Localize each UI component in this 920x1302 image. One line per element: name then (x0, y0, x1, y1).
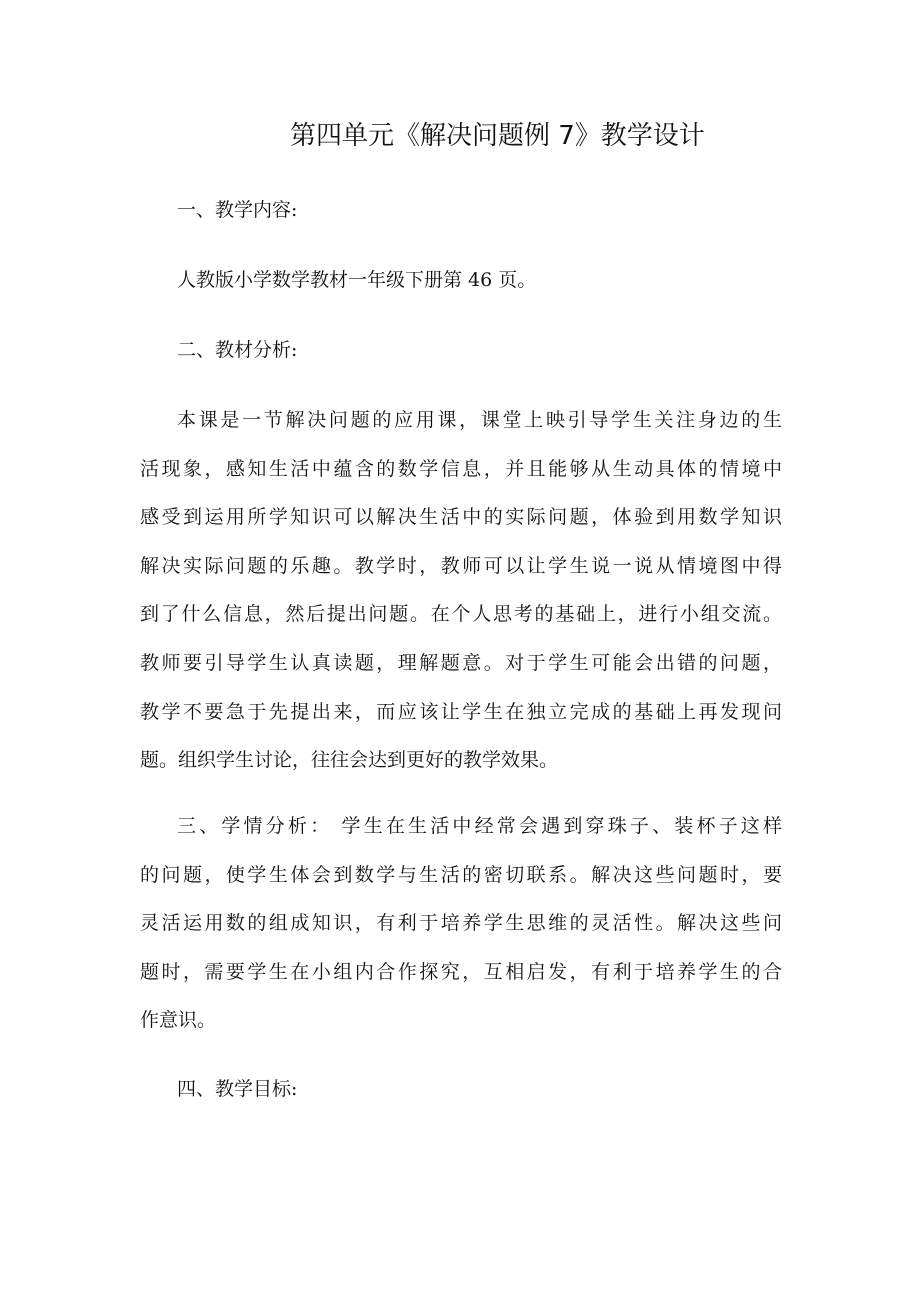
paragraph-line: 三、学情分析： 学生在生活中经常会遇到穿珠子、装杯子这样 (177, 815, 782, 837)
paragraph-line: 感受到运用所学知识可以解决生活中的实际问题，体验到用数学知识 (140, 506, 782, 529)
learner-analysis-paragraph (140, 802, 782, 1045)
paragraph-line: 教师要引导学生认真读题，理解题意。对于学生可能会出错的问题， (140, 651, 782, 674)
material-analysis-paragraph (140, 396, 782, 785)
paragraph-line: 活现象，感知生活中蕴含的数学信息，并且能够从生动具体的情境中 (140, 457, 782, 480)
paragraph-line: 题时，需要学生在小组内合作探究，互相启发，有利于培养学生的合 (140, 960, 782, 983)
paragraph-line: 教学不要急于先提出来，而应该让学生在独立完成的基础上再发现问 (140, 700, 782, 723)
paragraph-line: 的问题，使学生体会到数学与生活的密切联系。解决这些问题时，要 (140, 863, 782, 886)
teaching-content-text: 人教版小学数学教材一年级下册第 46 页。 (177, 269, 537, 291)
paragraph-line: 本课是一节解决问题的应用课，课堂上映引导学生关注身边的生 (177, 409, 782, 431)
paragraph-line: 解决实际问题的乐趣。教学时，教师可以让学生说一说从情境图中得 (140, 554, 782, 577)
paragraph-line: 灵活运用数的组成知识，有利于培养学生思维的灵活性。解决这些问 (140, 912, 782, 935)
paragraph-line: 作意识。 (140, 1009, 217, 1032)
paragraph-line: 题。组织学生讨论，往往会达到更好的教学效果。 (140, 749, 559, 772)
section-heading-teaching-goals: 四、教学目标: (177, 1078, 298, 1100)
section-heading-material-analysis: 二、教材分析: (177, 339, 298, 361)
section-heading-teaching-content: 一、教学内容: (177, 199, 298, 221)
paragraph-line: 到了什么信息，然后提出问题。在个人思考的基础上，进行小组交流。 (140, 603, 782, 626)
document-title: 第四单元《解决问题例 7》教学设计 (290, 121, 705, 151)
